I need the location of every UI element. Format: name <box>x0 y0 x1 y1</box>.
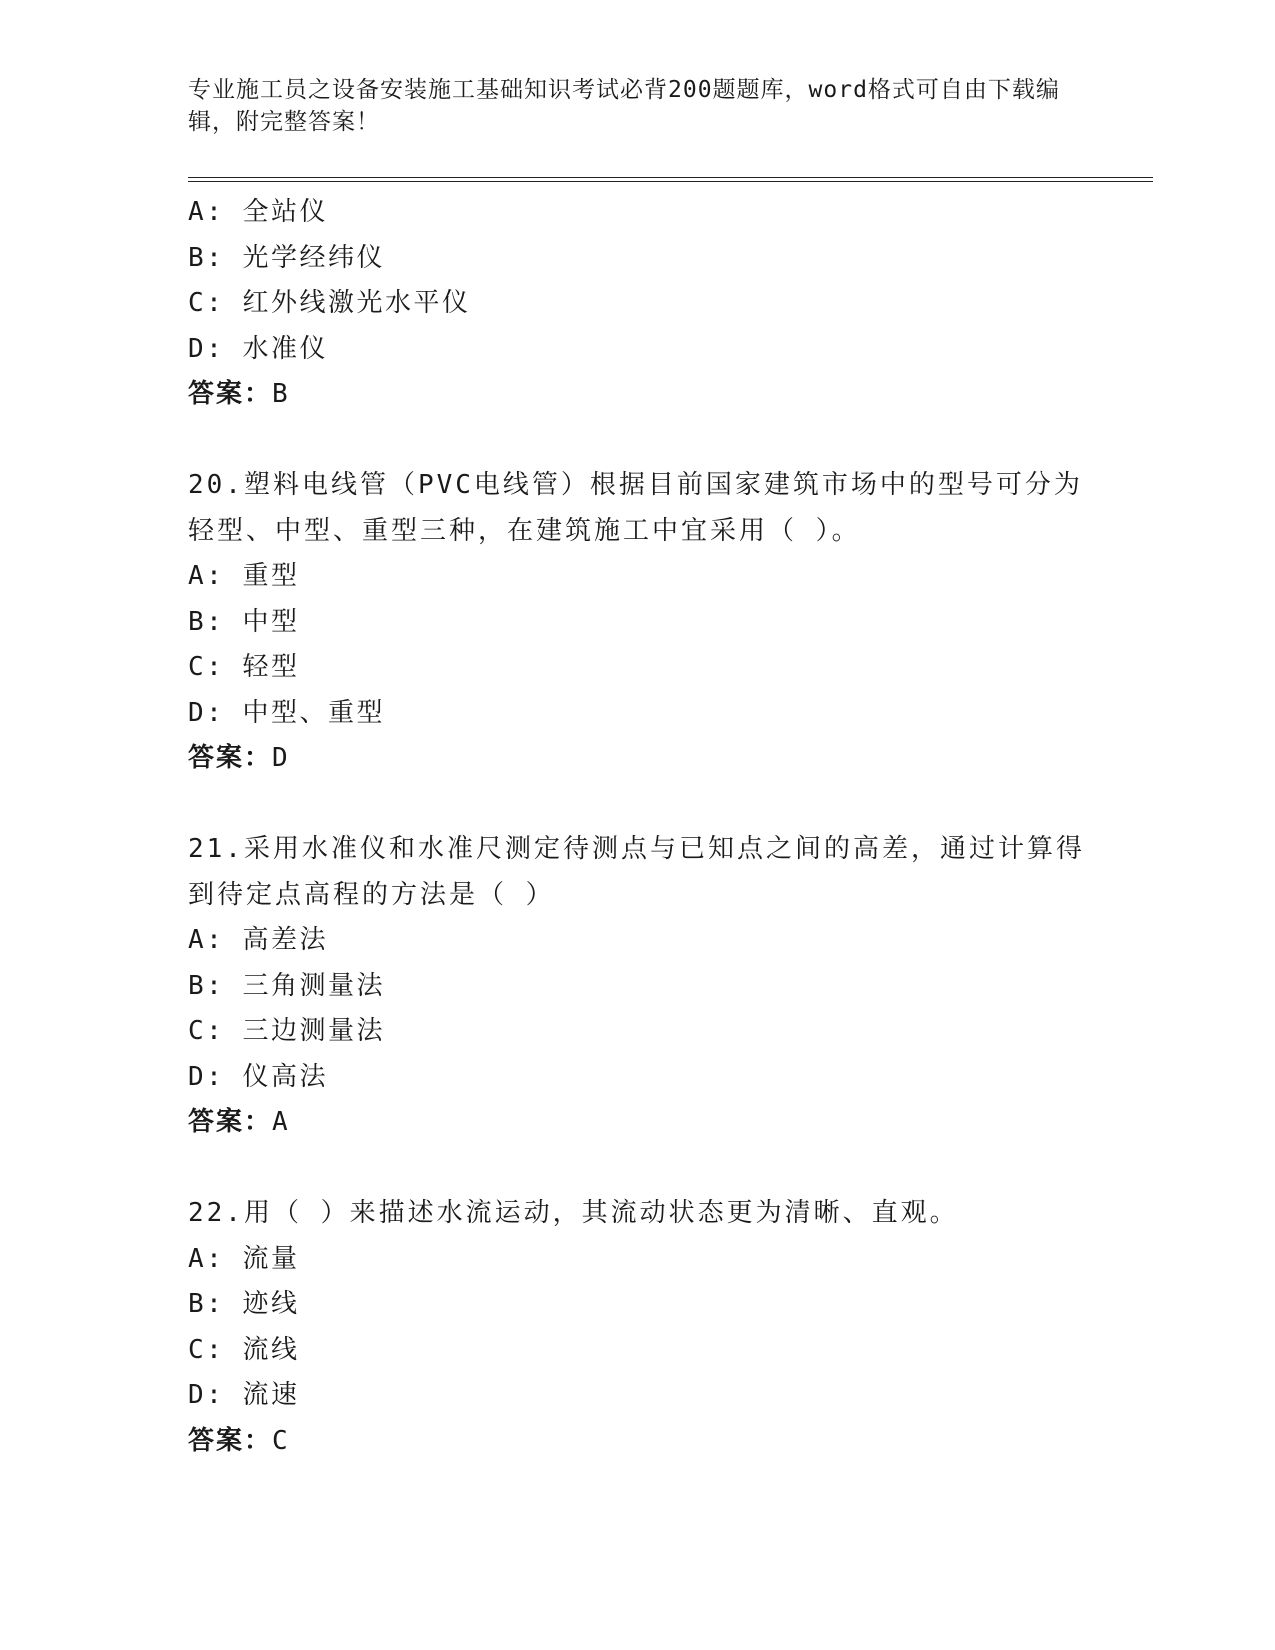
option-d: D: 水准仪 <box>188 333 328 364</box>
question-stem: 20.塑料电线管（PVC电线管）根据目前国家建筑市场中的型号可分为轻型、中型、重型三种，在建筑施工中宜采用（ ）。 <box>188 470 1083 546</box>
spacer <box>188 1146 1153 1192</box>
answer-line <box>188 1419 1153 1465</box>
option-a: A: 重型 <box>188 561 300 591</box>
option-c: C: 流线 <box>188 1334 300 1365</box>
question-19 <box>188 190 1153 418</box>
option-a: A: 全站仪 <box>188 197 328 227</box>
header-rule <box>188 177 1153 182</box>
option-a: A: 高差法 <box>188 925 328 955</box>
option-b: B: 中型 <box>188 606 300 637</box>
document-content <box>188 190 1153 1464</box>
answer-label: 答案： <box>188 1425 273 1456</box>
option-d: D: 流速 <box>188 1380 300 1410</box>
option-c: C: 红外线激光水平仪 <box>188 288 471 318</box>
option-d: D: 中型、重型 <box>188 697 385 728</box>
option-d: D: 仪高法 <box>188 1061 328 1092</box>
spacer <box>188 782 1153 828</box>
answer-value: C <box>272 1425 290 1456</box>
answer-label: 答案： <box>188 1107 273 1137</box>
question-stem: 21.采用水准仪和水准尺测定待测点与已知点之间的高差，通过计算得到待定点高程的方法是（ ） <box>188 834 1085 910</box>
option-a: A: 流量 <box>188 1243 300 1274</box>
answer-line <box>188 372 1153 418</box>
option-b: B: 三角测量法 <box>188 970 385 1001</box>
answer-label: 答案： <box>188 743 273 773</box>
answer-value: B <box>272 379 290 409</box>
question-20 <box>188 463 1153 782</box>
answer-line <box>188 736 1153 782</box>
document-header: 专业施工员之设备安装施工基础知识考试必背200题题库，word格式可自由下载编辑，附完整答案！ <box>188 77 1060 135</box>
spacer <box>188 418 1153 464</box>
question-stem: 22.用（ ）来描述水流运动，其流动状态更为清晰、直观。 <box>188 1198 959 1228</box>
answer-line <box>188 1100 1153 1146</box>
option-c: C: 轻型 <box>188 652 300 682</box>
answer-label: 答案： <box>188 379 273 409</box>
question-22 <box>188 1191 1153 1464</box>
question-21 <box>188 827 1153 1146</box>
option-c: C: 三边测量法 <box>188 1016 385 1046</box>
answer-value: A <box>272 1107 290 1137</box>
option-b: B: 光学经纬仪 <box>188 242 385 273</box>
option-b: B: 迹线 <box>188 1289 300 1319</box>
answer-value: D <box>272 743 290 773</box>
